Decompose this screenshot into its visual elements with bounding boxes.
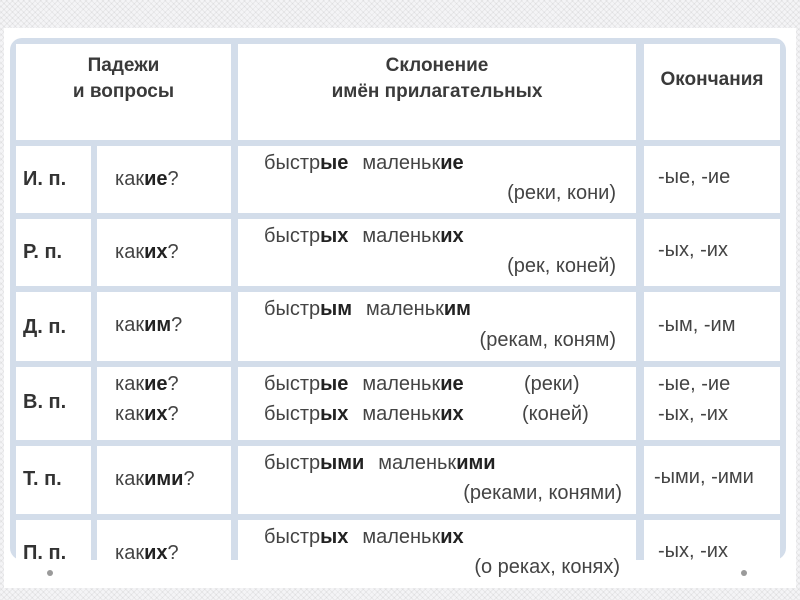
header-cell-endings xyxy=(644,44,780,140)
adjective-stem: маленьк xyxy=(362,225,441,247)
question-stem: как xyxy=(115,168,145,190)
case-cell xyxy=(16,520,91,588)
endings: -ым, -им xyxy=(658,314,736,336)
declension-cell xyxy=(238,292,636,361)
case-cell xyxy=(16,146,91,213)
question-stem: как xyxy=(115,403,145,425)
question-stem: как xyxy=(115,468,145,490)
adjective-line xyxy=(264,452,496,475)
question xyxy=(115,403,179,426)
slide xyxy=(4,28,796,588)
header-endings: Окончания xyxy=(660,69,764,90)
nouns: (рек, коней) xyxy=(507,255,616,277)
declension-cell xyxy=(238,367,636,440)
adjective-stem: быстр xyxy=(264,452,321,474)
question-cell xyxy=(97,520,231,588)
header-declension-line1: Склонение xyxy=(385,55,489,76)
question xyxy=(115,468,195,491)
adjective-ending: ие xyxy=(440,373,464,395)
adjective-line xyxy=(264,373,464,396)
question xyxy=(115,168,179,191)
question-stem: как xyxy=(115,241,145,263)
adjective-ending: ых xyxy=(320,225,349,247)
declension-table xyxy=(10,38,786,578)
nouns: (реки) xyxy=(524,373,580,395)
question-cell xyxy=(97,292,231,361)
adjective-stem: быстр xyxy=(264,526,321,548)
adjective-stem: быстр xyxy=(264,373,321,395)
adjective-ending: ые xyxy=(320,373,349,395)
question-ending: ими xyxy=(144,468,184,490)
question-mark: ? xyxy=(167,373,179,395)
endings: -ыми, -ими xyxy=(654,466,754,488)
header-cell-cases xyxy=(16,44,231,140)
nouns: (о реках, конях) xyxy=(474,556,620,578)
case-cell xyxy=(16,219,91,286)
adjective-stem: быстр xyxy=(264,225,321,247)
adjective-stem: маленьк xyxy=(378,452,457,474)
case-cell xyxy=(16,292,91,361)
endings: -ых, -их xyxy=(658,403,728,425)
question-mark: ? xyxy=(167,542,179,564)
adjective-stem: маленьк xyxy=(362,373,441,395)
nouns: (рекам, коням) xyxy=(479,329,616,351)
adjective-ending: их xyxy=(440,403,464,425)
adjective-ending: их xyxy=(440,526,464,548)
case-cell xyxy=(16,367,91,440)
header-cases-line2: и вопросы xyxy=(72,81,175,102)
adjective-line xyxy=(264,526,464,549)
question-ending: ие xyxy=(144,373,168,395)
adjective-stem: маленьк xyxy=(366,298,444,320)
header-cases-line1: Падежи xyxy=(87,55,160,76)
adjective-line xyxy=(264,298,471,321)
question-ending: их xyxy=(144,542,168,564)
question-mark: ? xyxy=(171,314,183,336)
declension-cell xyxy=(238,219,636,286)
question-ending: их xyxy=(144,241,168,263)
adjective-ending: ых xyxy=(320,403,349,425)
case-label: П. п. xyxy=(23,542,67,564)
question-stem: как xyxy=(115,314,145,336)
adjective-ending: им xyxy=(443,298,471,320)
question xyxy=(115,542,179,565)
nouns: (коней) xyxy=(522,403,589,425)
question xyxy=(115,373,179,396)
endings: -ых, -их xyxy=(658,239,728,261)
declension-cell xyxy=(238,146,636,213)
endings: -ых, -их xyxy=(658,540,728,562)
corner-dot-right xyxy=(741,570,747,576)
header-cell-declension xyxy=(238,44,636,140)
case-label: Р. п. xyxy=(23,241,63,263)
question xyxy=(115,314,182,337)
adjective-stem: быстр xyxy=(264,152,321,174)
question-ending: ие xyxy=(144,168,168,190)
question-stem: как xyxy=(115,542,145,564)
adjective-line xyxy=(264,403,464,426)
adjective-ending: ым xyxy=(320,298,352,320)
case-label: В. п. xyxy=(23,391,67,413)
adjective-stem: маленьк xyxy=(362,152,441,174)
case-cell xyxy=(16,446,91,514)
case-label: Д. п. xyxy=(23,316,66,338)
adjective-ending: ими xyxy=(456,452,496,474)
endings: -ые, -ие xyxy=(658,166,731,188)
corner-dot-left xyxy=(47,570,53,576)
endings-cell xyxy=(644,292,780,361)
case-label: И. п. xyxy=(23,168,67,190)
endings-cell xyxy=(644,367,780,440)
adjective-line xyxy=(264,225,464,248)
adjective-ending: ие xyxy=(440,152,464,174)
endings-cell xyxy=(644,146,780,213)
question-stem: как xyxy=(115,373,145,395)
endings: -ые, -ие xyxy=(658,373,731,395)
adjective-stem: маленьк xyxy=(362,526,441,548)
question-ending: их xyxy=(144,403,168,425)
header-declension-line2: имён прилагательных xyxy=(331,81,543,102)
question-mark: ? xyxy=(167,241,179,263)
question-cell xyxy=(97,367,231,440)
question-mark: ? xyxy=(167,168,179,190)
nouns: (реки, кони) xyxy=(507,182,616,204)
adjective-stem: быстр xyxy=(264,403,321,425)
declension-cell xyxy=(238,446,636,514)
question xyxy=(115,241,179,264)
question-ending: им xyxy=(144,314,172,336)
question-mark: ? xyxy=(167,403,179,425)
adjective-stem: быстр xyxy=(264,298,321,320)
question-cell xyxy=(97,219,231,286)
case-label: Т. п. xyxy=(23,468,62,490)
endings-cell xyxy=(644,446,780,514)
question-mark: ? xyxy=(183,468,195,490)
endings-cell xyxy=(644,219,780,286)
adjective-ending: ыми xyxy=(320,452,365,474)
adjective-ending: их xyxy=(440,225,464,247)
nouns: (реками, конями) xyxy=(463,482,622,504)
adjective-stem: маленьк xyxy=(362,403,441,425)
adjective-ending: ых xyxy=(320,526,349,548)
endings-cell xyxy=(644,520,780,588)
declension-cell xyxy=(238,520,636,588)
adjective-line xyxy=(264,152,464,175)
question-cell xyxy=(97,146,231,213)
question-cell xyxy=(97,446,231,514)
adjective-ending: ые xyxy=(320,152,349,174)
